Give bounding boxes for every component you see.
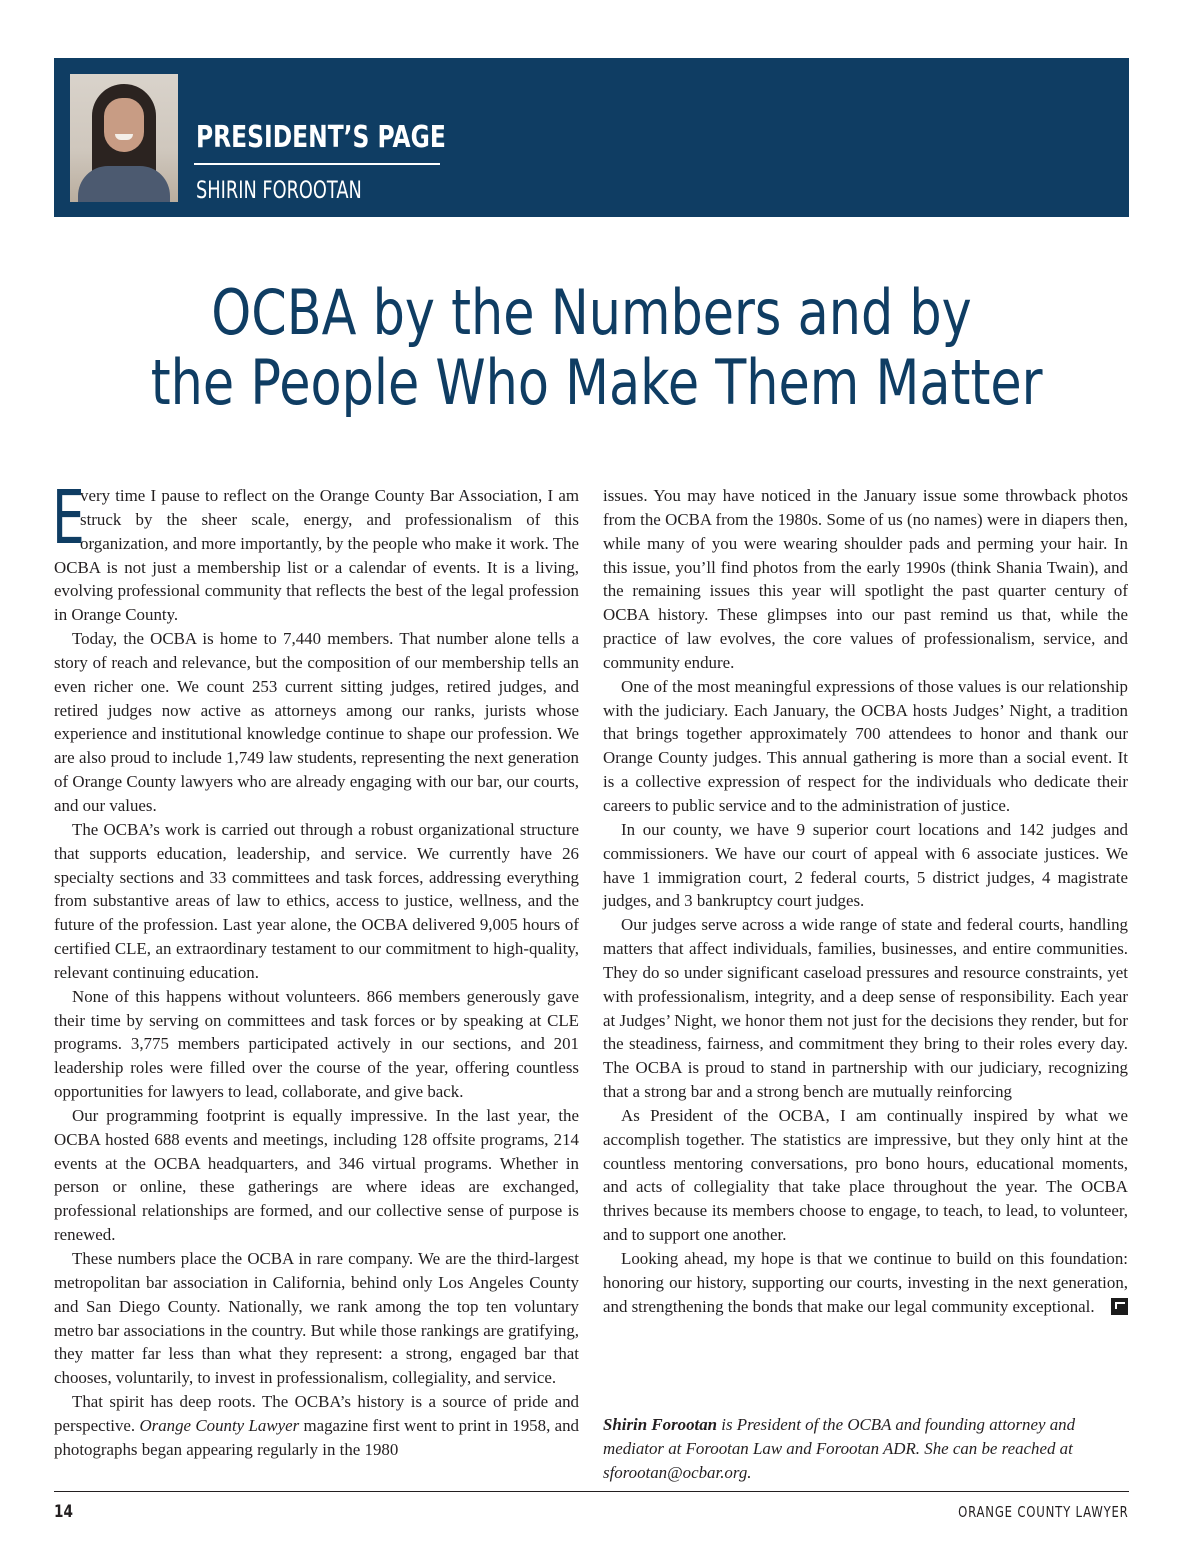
paragraph: One of the most meaningful expressions of those values is our relationship with the judiciary. Each January, the OCBA hosts Judges’ Night, a tradition that brings together approximately 700 attendees to honor and thank our Orange County judges. This annual gathering is more than a social event. It is a collective expression of respect for the individuals who dedicate their careers to public service and to the administration of justice.	[603, 676, 1128, 815]
footer-rule	[54, 1491, 1129, 1492]
author-name: SHIRIN FOROOTAN	[196, 176, 362, 204]
author-bio	[603, 1413, 1128, 1485]
author-photo	[70, 74, 178, 202]
left-column	[52, 475, 579, 1462]
paragraph: The OCBA’s work is carried out through a robust organizational structure that supports education, leadership, and service. We currently have 26 specialty sections and 33 committees and task forces, addressing everything from substantive areas of law to ethics, access to justice, wellness, and the future of the profession. Last year alone, the OCBA delivered 9,005 hours of certified CLE, an extraordinary testament to our commitment to high-quality, relevant continuing education.	[54, 819, 579, 982]
history-paragraph	[54, 1390, 579, 1462]
section-label: PRESIDENT’S PAGE	[196, 120, 446, 155]
right-column	[603, 484, 1128, 1319]
drop-cap: E	[52, 475, 85, 561]
paragraph: Our judges serve across a wide range of state and federal courts, handling matters that affect individuals, families, businesses, and entire communities. They do so under significant caseload pressures and resource constraints, yet with professionalism, integrity, and a deep sense of responsibility. Each year at Judges’ Night, we honor them not just for the decisions they render, but for the steadiness, fairness, and commitment they bring to their roles every day. The OCBA is proud to stand in partnership with our judiciary, recognizing that a strong bar and a strong bench are mutually reinforcing	[603, 915, 1128, 1102]
history-text-before: That spirit has deep roots. The OCBA’s history is a source of pride and perspective.	[54, 1392, 579, 1435]
final-paragraph-text: Looking ahead, my hope is that we continue to build on this foundation: honoring our history, supporting our courts, investing in the next generation, and strengthening the bonds that make our legal community exceptional.	[603, 1249, 1128, 1316]
photo-face	[104, 98, 144, 152]
paragraph: As President of the OCBA, I am continually inspired by what we accomplish together. The statistics are impressive, but they only hint at the countless mentoring conversations, pro bono hours, educational moments, and acts of collegiality that take place throughout the year. The OCBA thrives because its members choose to engage, to teach, to lead, to volunteer, and to support one another.	[603, 1105, 1128, 1245]
section-rule	[194, 163, 440, 165]
paragraph: Today, the OCBA is home to 7,440 members. That number alone tells a story of reach and relevance, but the composition of our membership tells an even richer one. We count 253 current sitting judges, retired judges, and retired judges now active as attorneys among our ranks, jurists whose experience and institutional knowledge continue to shape our profession. We are also proud to include 1,749 law students, representing the next generation of Orange County lawyers who are already engaging with our bar, our courts, and our values.	[54, 629, 579, 815]
title-line-1: OCBA by the Numbers and by	[211, 276, 972, 349]
publication-name: ORANGE COUNTY LAWYER	[958, 1503, 1129, 1521]
paragraph: None of this happens without volunteers. 866 members generously gave their time by serving on committees and task forces or by speaking at CLE programs. 3,775 members participated actively in our sections, and 201 leadership roles were filled over the course of the year, offering countless opportunities for lawyers to lead, collaborate, and give back.	[54, 986, 579, 1102]
history-text-after: magazine first went to print in 1958, and photographs began appearing regularly in the 1980	[54, 1415, 579, 1459]
final-paragraph	[603, 1247, 1128, 1319]
magazine-name: Orange County Lawyer	[139, 1415, 300, 1435]
bio-text: is President of the OCBA and founding attorney and mediator at Forootan Law and Forootan ADR. She can be reached at sforootan@ocbar.org.	[603, 1415, 1076, 1482]
first-paragraph	[52, 475, 579, 627]
title-line-2: the People Who Make Them Matter	[150, 346, 1043, 419]
photo-body	[78, 166, 170, 202]
ocba-end-mark-icon	[1111, 1298, 1128, 1315]
first-paragraph-text: very time I pause to reflect on the Orange County Bar Association, I am struck by the sheer scale, energy, and professionalism of this organization, and more importantly, by the people who make it work. The OCBA is not just a membership list or a calendar of events. It is a living, evolving professional community that reflects the best of the legal profession in Orange County.	[54, 486, 579, 625]
paragraph: Our programming footprint is equally impressive. In the last year, the OCBA hosted 688 events and meetings, including 128 offsite programs, 214 events at the OCBA headquarters, and 346 virtual programs. Whether in person or online, these gatherings are where ideas are exchanged, professional relationships are formed, and our collective sense of purpose is renewed.	[54, 1105, 579, 1245]
continued-paragraph: issues. You may have noticed in the January issue some throwback photos from the OCBA from the 1980s. Some of us (no names) were in diapers then, while many of you were wearing shoulder pads and perming your hair. In this issue, you’ll find photos from the early 1990s (think Shania Twain), and the remaining issues this year will spotlight the past quarter century of OCBA history. These glimpses into our past remind us that, while the practice of law evolves, the core values of professionalism, service, and community endure.	[603, 486, 1128, 672]
paragraph: In our county, we have 9 superior court locations and 142 judges and commissioners. We have our court of appeal with 6 associate justices. We have 1 immigration court, 2 federal courts, 5 district judges, 4 magistrate judges, and 3 bankruptcy court judges.	[603, 819, 1128, 911]
bio-name: Shirin Forootan	[603, 1415, 718, 1434]
page-number: 14	[54, 1502, 73, 1522]
article-title	[54, 278, 1129, 418]
paragraph: These numbers place the OCBA in rare company. We are the third-largest metropolitan bar association in California, behind only Los Angeles County and San Diego County. Nationally, we rank among the top ten voluntary metro bar associations in the country. But while those rankings are gratifying, they matter far less than what they represent: a strong, engaged bar that chooses, voluntarily, to invest in professionalism, collegiality, and service.	[54, 1249, 579, 1388]
